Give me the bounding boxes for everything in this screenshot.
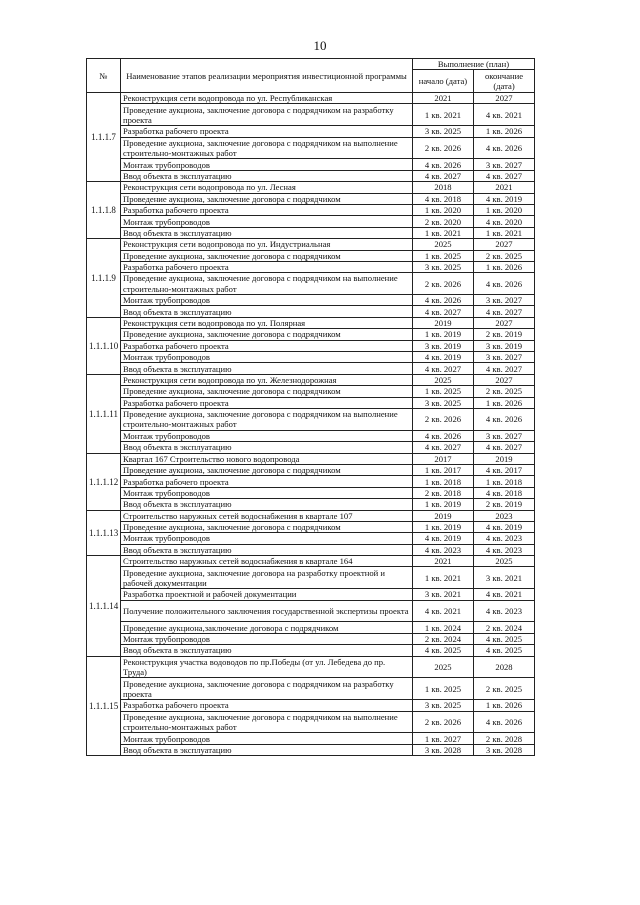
start-date: 1 кв. 2021: [413, 567, 474, 589]
table-row: [87, 239, 535, 250]
header-start: начало (дата): [413, 70, 474, 93]
table-row: [87, 93, 535, 104]
end-date: 2019: [474, 453, 535, 464]
end-date: 2 кв. 2024: [474, 622, 535, 633]
stage-name: Ввод объекта в эксплуатацию: [121, 645, 413, 656]
start-date: 1 кв. 2017: [413, 464, 474, 475]
table-row: [87, 476, 535, 487]
table-row: [87, 329, 535, 340]
item-number: 1.1.1.13: [87, 510, 121, 556]
stage-name: Реконструкция сети водопровода по ул. Индустриальная: [121, 239, 413, 250]
start-date: 1 кв. 2021: [413, 227, 474, 238]
table-row: [87, 589, 535, 600]
stage-name: Разработка рабочего проекта: [121, 340, 413, 351]
stage-name: Разработка рабочего проекта: [121, 476, 413, 487]
start-date: 2021: [413, 93, 474, 104]
table-row: [87, 250, 535, 261]
start-date: 2 кв. 2026: [413, 711, 474, 733]
stage-name: Получение положительного заключения государственной экспертизы проекта: [121, 600, 413, 622]
end-date: 4 кв. 2026: [474, 408, 535, 430]
header-execution: Выполнение (план): [413, 59, 535, 70]
table-row: [87, 544, 535, 555]
start-date: 2018: [413, 182, 474, 193]
stage-name: Строительство наружных сетей водоснабжения в квартале 164: [121, 556, 413, 567]
header-stage-name: Наименование этапов реализации мероприятия инвестиционной программы: [121, 59, 413, 93]
stage-name: Монтаж трубопроводов: [121, 216, 413, 227]
start-date: 3 кв. 2021: [413, 589, 474, 600]
stage-name: Монтаж трубопроводов: [121, 295, 413, 306]
table-row: [87, 556, 535, 567]
stage-name: Ввод объекта в эксплуатацию: [121, 170, 413, 181]
table-row: [87, 182, 535, 193]
end-date: 2028: [474, 656, 535, 678]
table-row: [87, 363, 535, 374]
stage-name: Монтаж трубопроводов: [121, 159, 413, 170]
end-date: 4 кв. 2025: [474, 633, 535, 644]
end-date: 4 кв. 2027: [474, 170, 535, 181]
table-row: [87, 340, 535, 351]
table-row: [87, 374, 535, 385]
stage-name: Ввод объекта в эксплуатацию: [121, 306, 413, 317]
table-row: [87, 521, 535, 532]
start-date: 1 кв. 2024: [413, 622, 474, 633]
stage-name: Разработка рабочего проекта: [121, 261, 413, 272]
stage-name: Монтаж трубопроводов: [121, 430, 413, 441]
stage-name: Ввод объекта в эксплуатацию: [121, 744, 413, 755]
stage-name: Проведение аукциона, заключение договора с подрядчиком: [121, 193, 413, 204]
stage-name: Разработка рабочего проекта: [121, 700, 413, 711]
item-number: 1.1.1.10: [87, 317, 121, 374]
table-row: [87, 227, 535, 238]
start-date: 2 кв. 2026: [413, 137, 474, 159]
table-row: [87, 567, 535, 589]
end-date: 1 кв. 2026: [474, 126, 535, 137]
stage-name: Строительство наружных сетей водоснабжения в квартале 107: [121, 510, 413, 521]
stage-name: Реконструкция участка водоводов по пр.Победы (от ул. Лебедева до пр. Труда): [121, 656, 413, 678]
table-row: [87, 295, 535, 306]
end-date: 3 кв. 2027: [474, 430, 535, 441]
table-row: [87, 170, 535, 181]
end-date: 2 кв. 2025: [474, 678, 535, 700]
start-date: 4 кв. 2025: [413, 645, 474, 656]
stage-name: Разработка проектной и рабочей документации: [121, 589, 413, 600]
stage-name: Монтаж трубопроводов: [121, 352, 413, 363]
end-date: 3 кв. 2027: [474, 159, 535, 170]
header-end: окончание (дата): [474, 70, 535, 93]
table-row: [87, 464, 535, 475]
table-row: [87, 261, 535, 272]
end-date: 4 кв. 2023: [474, 600, 535, 622]
item-number: 1.1.1.7: [87, 93, 121, 182]
start-date: 2019: [413, 317, 474, 328]
end-date: 2027: [474, 317, 535, 328]
table-row: [87, 499, 535, 510]
start-date: 4 кв. 2019: [413, 533, 474, 544]
end-date: 4 кв. 2025: [474, 645, 535, 656]
start-date: 4 кв. 2023: [413, 544, 474, 555]
stage-name: Проведение аукциона, заключение договора с подрядчиком: [121, 464, 413, 475]
start-date: 1 кв. 2021: [413, 104, 474, 126]
stage-name: Проведение аукциона, заключение договора с подрядчиком: [121, 329, 413, 340]
table-row: [87, 600, 535, 622]
end-date: 1 кв. 2021: [474, 227, 535, 238]
table-row: [87, 510, 535, 521]
table-row: [87, 306, 535, 317]
start-date: 4 кв. 2018: [413, 193, 474, 204]
end-date: 4 кв. 2017: [474, 464, 535, 475]
stage-name: Монтаж трубопроводов: [121, 733, 413, 744]
start-date: 1 кв. 2019: [413, 499, 474, 510]
end-date: 4 кв. 2027: [474, 442, 535, 453]
table-row: [87, 104, 535, 126]
start-date: 3 кв. 2019: [413, 340, 474, 351]
table-row: [87, 352, 535, 363]
table-row: [87, 733, 535, 744]
end-date: 2 кв. 2028: [474, 733, 535, 744]
end-date: 4 кв. 2027: [474, 306, 535, 317]
start-date: 4 кв. 2026: [413, 430, 474, 441]
start-date: 2 кв. 2026: [413, 408, 474, 430]
stage-name: Разработка рабочего проекта: [121, 397, 413, 408]
end-date: 1 кв. 2018: [474, 476, 535, 487]
table-row: [87, 159, 535, 170]
end-date: 3 кв. 2019: [474, 340, 535, 351]
start-date: 2025: [413, 239, 474, 250]
table-row: [87, 430, 535, 441]
item-number: 1.1.1.9: [87, 239, 121, 318]
table-row: [87, 533, 535, 544]
end-date: 1 кв. 2026: [474, 700, 535, 711]
end-date: 2027: [474, 93, 535, 104]
start-date: 2017: [413, 453, 474, 464]
table-row: [87, 711, 535, 733]
start-date: 1 кв. 2025: [413, 250, 474, 261]
table-row: [87, 622, 535, 633]
start-date: 4 кв. 2019: [413, 352, 474, 363]
stage-name: Реконструкция сети водопровода по ул. Железнодорожная: [121, 374, 413, 385]
start-date: 1 кв. 2025: [413, 678, 474, 700]
start-date: 4 кв. 2021: [413, 600, 474, 622]
table-row: [87, 678, 535, 700]
table-row: [87, 386, 535, 397]
table-row: [87, 700, 535, 711]
table-row: [87, 453, 535, 464]
start-date: 2 кв. 2026: [413, 273, 474, 295]
end-date: 4 кв. 2018: [474, 487, 535, 498]
table-row: [87, 487, 535, 498]
start-date: 4 кв. 2027: [413, 442, 474, 453]
table-row: [87, 216, 535, 227]
start-date: 4 кв. 2027: [413, 170, 474, 181]
end-date: 4 кв. 2020: [474, 216, 535, 227]
stage-name: Проведение аукциона, заключение договора с подрядчиком на выполнение строительно-монтажных работ: [121, 137, 413, 159]
end-date: 4 кв. 2026: [474, 711, 535, 733]
table-row: [87, 317, 535, 328]
stage-name: Разработка рабочего проекта: [121, 204, 413, 215]
investment-program-table: [86, 58, 535, 756]
item-number: 1.1.1.15: [87, 656, 121, 756]
stage-name: Монтаж трубопроводов: [121, 487, 413, 498]
item-number: 1.1.1.12: [87, 453, 121, 510]
end-date: 4 кв. 2026: [474, 137, 535, 159]
start-date: 4 кв. 2027: [413, 306, 474, 317]
item-number: 1.1.1.8: [87, 182, 121, 239]
end-date: 4 кв. 2027: [474, 363, 535, 374]
start-date: 3 кв. 2028: [413, 744, 474, 755]
end-date: 2027: [474, 374, 535, 385]
start-date: 2019: [413, 510, 474, 521]
end-date: 1 кв. 2026: [474, 261, 535, 272]
end-date: 4 кв. 2019: [474, 521, 535, 532]
stage-name: Проведение аукциона,заключение договора с подрядчиком: [121, 622, 413, 633]
start-date: 4 кв. 2026: [413, 295, 474, 306]
start-date: 1 кв. 2025: [413, 386, 474, 397]
table-row: [87, 397, 535, 408]
start-date: 4 кв. 2026: [413, 159, 474, 170]
start-date: 2 кв. 2018: [413, 487, 474, 498]
start-date: 2025: [413, 374, 474, 385]
end-date: 4 кв. 2019: [474, 193, 535, 204]
start-date: 2025: [413, 656, 474, 678]
end-date: 2 кв. 2019: [474, 499, 535, 510]
page-number: 10: [313, 38, 327, 53]
table-row: [87, 633, 535, 644]
end-date: 2027: [474, 239, 535, 250]
start-date: 4 кв. 2027: [413, 363, 474, 374]
start-date: 1 кв. 2027: [413, 733, 474, 744]
stage-name: Ввод объекта в эксплуатацию: [121, 363, 413, 374]
start-date: 3 кв. 2025: [413, 126, 474, 137]
table-row: [87, 408, 535, 430]
end-date: 1 кв. 2020: [474, 204, 535, 215]
end-date: 4 кв. 2021: [474, 104, 535, 126]
table-row: [87, 193, 535, 204]
end-date: 2025: [474, 556, 535, 567]
end-date: 2 кв. 2025: [474, 386, 535, 397]
start-date: 2 кв. 2024: [413, 633, 474, 644]
table-row: [87, 645, 535, 656]
stage-name: Проведение аукциона, заключение договора с подрядчиком: [121, 386, 413, 397]
end-date: 2 кв. 2025: [474, 250, 535, 261]
stage-name: Проведение аукциона, заключение договора с подрядчиком на выполнение строительно-монтажных работ: [121, 711, 413, 733]
end-date: 4 кв. 2023: [474, 544, 535, 555]
stage-name: Квартал 167 Строительство нового водопровода: [121, 453, 413, 464]
stage-name: Монтаж трубопроводов: [121, 533, 413, 544]
stage-name: Реконструкция сети водопровода по ул. Республиканская: [121, 93, 413, 104]
end-date: 2021: [474, 182, 535, 193]
end-date: 3 кв. 2027: [474, 352, 535, 363]
table-row: [87, 204, 535, 215]
start-date: 1 кв. 2019: [413, 521, 474, 532]
end-date: 2023: [474, 510, 535, 521]
end-date: 1 кв. 2026: [474, 397, 535, 408]
end-date: 3 кв. 2021: [474, 567, 535, 589]
stage-name: Реконструкция сети водопровода по ул. Лесная: [121, 182, 413, 193]
start-date: 3 кв. 2025: [413, 261, 474, 272]
table-row: [87, 126, 535, 137]
start-date: 2021: [413, 556, 474, 567]
end-date: 3 кв. 2028: [474, 744, 535, 755]
table-row: [87, 137, 535, 159]
stage-name: Проведение аукциона, заключение договора с подрядчиком на выполнение строительно-монтажных работ: [121, 408, 413, 430]
stage-name: Ввод объекта в эксплуатацию: [121, 442, 413, 453]
start-date: 3 кв. 2025: [413, 700, 474, 711]
stage-name: Ввод объекта в эксплуатацию: [121, 227, 413, 238]
table-row: [87, 656, 535, 678]
table-body: [87, 93, 535, 756]
item-number: 1.1.1.14: [87, 556, 121, 657]
stage-name: Проведение аукциона, заключение договора с подрядчиком: [121, 521, 413, 532]
stage-name: Проведение аукциона, заключение договора с подрядчиком на выполнение строительно-монтажных работ: [121, 273, 413, 295]
start-date: 1 кв. 2020: [413, 204, 474, 215]
stage-name: Проведение аукциона, заключение договора с подрядчиком: [121, 250, 413, 261]
table-row: [87, 273, 535, 295]
start-date: 3 кв. 2025: [413, 397, 474, 408]
end-date: 4 кв. 2021: [474, 589, 535, 600]
header-number: №: [87, 59, 121, 93]
end-date: 2 кв. 2019: [474, 329, 535, 340]
stage-name: Проведение аукциона, заключение договора на разработку проектной и рабочей документации: [121, 567, 413, 589]
end-date: 4 кв. 2023: [474, 533, 535, 544]
stage-name: Ввод объекта в эксплуатацию: [121, 544, 413, 555]
table-row: [87, 442, 535, 453]
item-number: 1.1.1.11: [87, 374, 121, 453]
start-date: 1 кв. 2018: [413, 476, 474, 487]
end-date: 4 кв. 2026: [474, 273, 535, 295]
start-date: 2 кв. 2020: [413, 216, 474, 227]
end-date: 3 кв. 2027: [474, 295, 535, 306]
stage-name: Ввод объекта в эксплуатацию: [121, 499, 413, 510]
stage-name: Проведение аукциона, заключение договора с подрядчиком на разработку проекта: [121, 678, 413, 700]
stage-name: Реконструкция сети водопровода по ул. Полярная: [121, 317, 413, 328]
stage-name: Разработка рабочего проекта: [121, 126, 413, 137]
stage-name: Проведение аукциона, заключение договора с подрядчиком на разработку проекта: [121, 104, 413, 126]
stage-name: Монтаж трубопроводов: [121, 633, 413, 644]
table-row: [87, 744, 535, 755]
start-date: 1 кв. 2019: [413, 329, 474, 340]
